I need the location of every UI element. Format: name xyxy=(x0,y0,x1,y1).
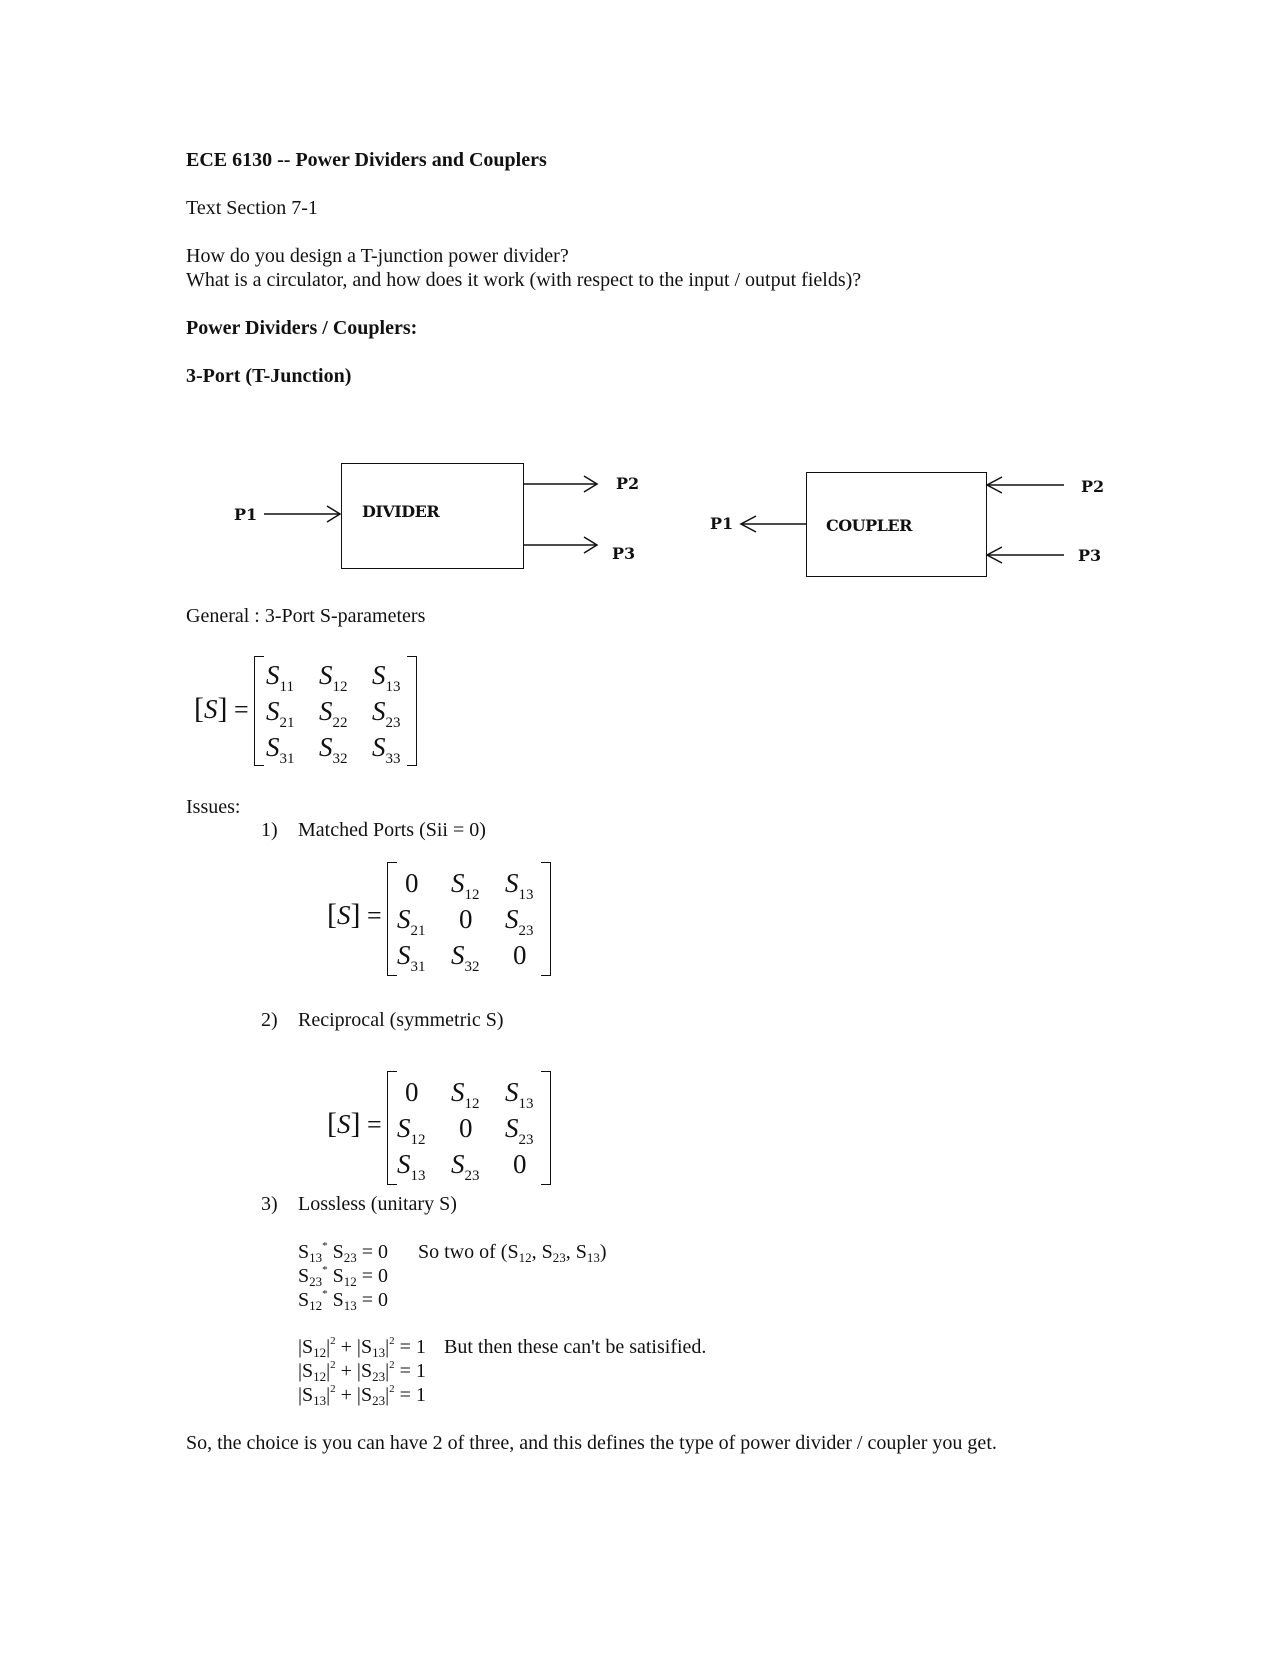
lossless-product-2: $S_{23}^*$ $S_{12} = 0$ xyxy=(298,1264,389,1289)
matrix-matched-cell: 0 xyxy=(405,868,419,898)
matrix-general-left-bracket xyxy=(254,656,264,766)
magnitude-note: But then these can't be satisified. xyxy=(444,1336,707,1358)
matrix-general-cell: $S_{23}$ xyxy=(372,696,401,731)
matrix-reciprocal-cell: 0 xyxy=(513,1149,527,1179)
issue-1-text: Matched Ports (Sii = 0) xyxy=(298,819,486,841)
issue-2-text: Reciprocal (symmetric S) xyxy=(298,1009,504,1031)
matrix-general-cell: $S_{31}$ xyxy=(266,732,295,767)
divider-port-p1: P1 xyxy=(234,505,258,524)
lossless-product-3: $S_{12}^*$ $S_{13} = 0$ xyxy=(298,1288,389,1313)
matrix-general-cell: $S_{21}$ xyxy=(266,696,295,731)
matrix-matched-cell: $S_{32}$ xyxy=(451,940,480,975)
matrix-matched-left-bracket xyxy=(387,862,397,976)
matrix-reciprocal-right-bracket xyxy=(541,1071,551,1185)
page-title: ECE 6130 -- Power Dividers and Couplers xyxy=(186,149,547,171)
matrix-matched-cell: 0 xyxy=(459,904,473,934)
general-label: General : 3-Port S-parameters xyxy=(186,605,426,627)
question-2: What is a circulator, and how does it work (with respect to the input / output fields)? xyxy=(186,269,862,291)
matrix-matched-cell: $S_{13}$ xyxy=(505,868,534,903)
matrix-matched-cell: $S_{31}$ xyxy=(397,940,426,975)
issues-label: Issues: xyxy=(186,796,241,818)
matrix-reciprocal-left-bracket xyxy=(387,1071,397,1185)
matrix-matched-cell: $S_{12}$ xyxy=(451,868,480,903)
coupler-port-p1: P1 xyxy=(710,514,734,533)
magnitude-eq-1: $|S_{12}|^2 + |S_{13}|^2 = 1$ xyxy=(298,1335,426,1360)
conclusion: So, the choice is you can have 2 of three, and this defines the type of power divider / coupler you get. xyxy=(186,1432,997,1454)
matrix-reciprocal-cell: 0 xyxy=(459,1113,473,1143)
issue-3-text: Lossless (unitary S) xyxy=(298,1193,457,1215)
matrix-general-lhs: [S] = xyxy=(194,692,249,725)
matrix-reciprocal-cell: $S_{23}$ xyxy=(451,1149,480,1184)
matrix-reciprocal-cell: $S_{13}$ xyxy=(505,1077,534,1112)
matrix-general-right-bracket xyxy=(407,656,417,766)
matrix-matched-cell: $S_{23}$ xyxy=(505,904,534,939)
lossless-note: So two of ($S_{12}$, $S_{23}$, $S_{13}$) xyxy=(418,1241,607,1265)
matrix-general-cell: $S_{32}$ xyxy=(319,732,348,767)
heading-3-port: 3-Port (T-Junction) xyxy=(186,365,352,387)
matrix-matched-lhs: [S] = xyxy=(327,898,382,931)
matrix-reciprocal-cell: $S_{12}$ xyxy=(451,1077,480,1112)
matrix-matched-cell: 0 xyxy=(513,940,527,970)
lossless-product-1: $S_{13}^*$ $S_{23} = 0$ xyxy=(298,1240,389,1265)
matrix-matched-cell: $S_{21}$ xyxy=(397,904,426,939)
coupler-port-p3: P3 xyxy=(1078,546,1102,565)
matrix-general-cell: $S_{11}$ xyxy=(266,660,294,695)
matrix-general-cell: $S_{22}$ xyxy=(319,696,348,731)
matrix-general-cell: $S_{12}$ xyxy=(319,660,348,695)
divider-port-p3: P3 xyxy=(612,544,636,563)
question-1: How do you design a T-junction power divider? xyxy=(186,245,569,267)
magnitude-eq-3: $|S_{13}|^2 + |S_{23}|^2 = 1$ xyxy=(298,1383,426,1408)
coupler-port-p2: P2 xyxy=(1081,477,1105,496)
issue-1-number: 1) xyxy=(261,819,278,841)
divider-port-p2: P2 xyxy=(616,474,640,493)
matrix-matched-right-bracket xyxy=(541,862,551,976)
matrix-general-cell: $S_{33}$ xyxy=(372,732,401,767)
matrix-reciprocal-cell: $S_{23}$ xyxy=(505,1113,534,1148)
issue-2-number: 2) xyxy=(261,1009,278,1031)
text-section: Text Section 7-1 xyxy=(186,197,318,219)
magnitude-eq-2: $|S_{12}|^2 + |S_{23}|^2 = 1$ xyxy=(298,1359,426,1384)
matrix-reciprocal-cell: 0 xyxy=(405,1077,419,1107)
coupler-label: COUPLER xyxy=(826,516,912,535)
matrix-reciprocal-cell: $S_{12}$ xyxy=(397,1113,426,1148)
divider-label: DIVIDER xyxy=(362,502,440,521)
matrix-reciprocal-lhs: [S] = xyxy=(327,1107,382,1140)
heading-power-dividers: Power Dividers / Couplers: xyxy=(186,317,418,339)
matrix-general-cell: $S_{13}$ xyxy=(372,660,401,695)
matrix-reciprocal-cell: $S_{13}$ xyxy=(397,1149,426,1184)
coupler-arrows xyxy=(0,0,1280,600)
issue-3-number: 3) xyxy=(261,1193,278,1215)
